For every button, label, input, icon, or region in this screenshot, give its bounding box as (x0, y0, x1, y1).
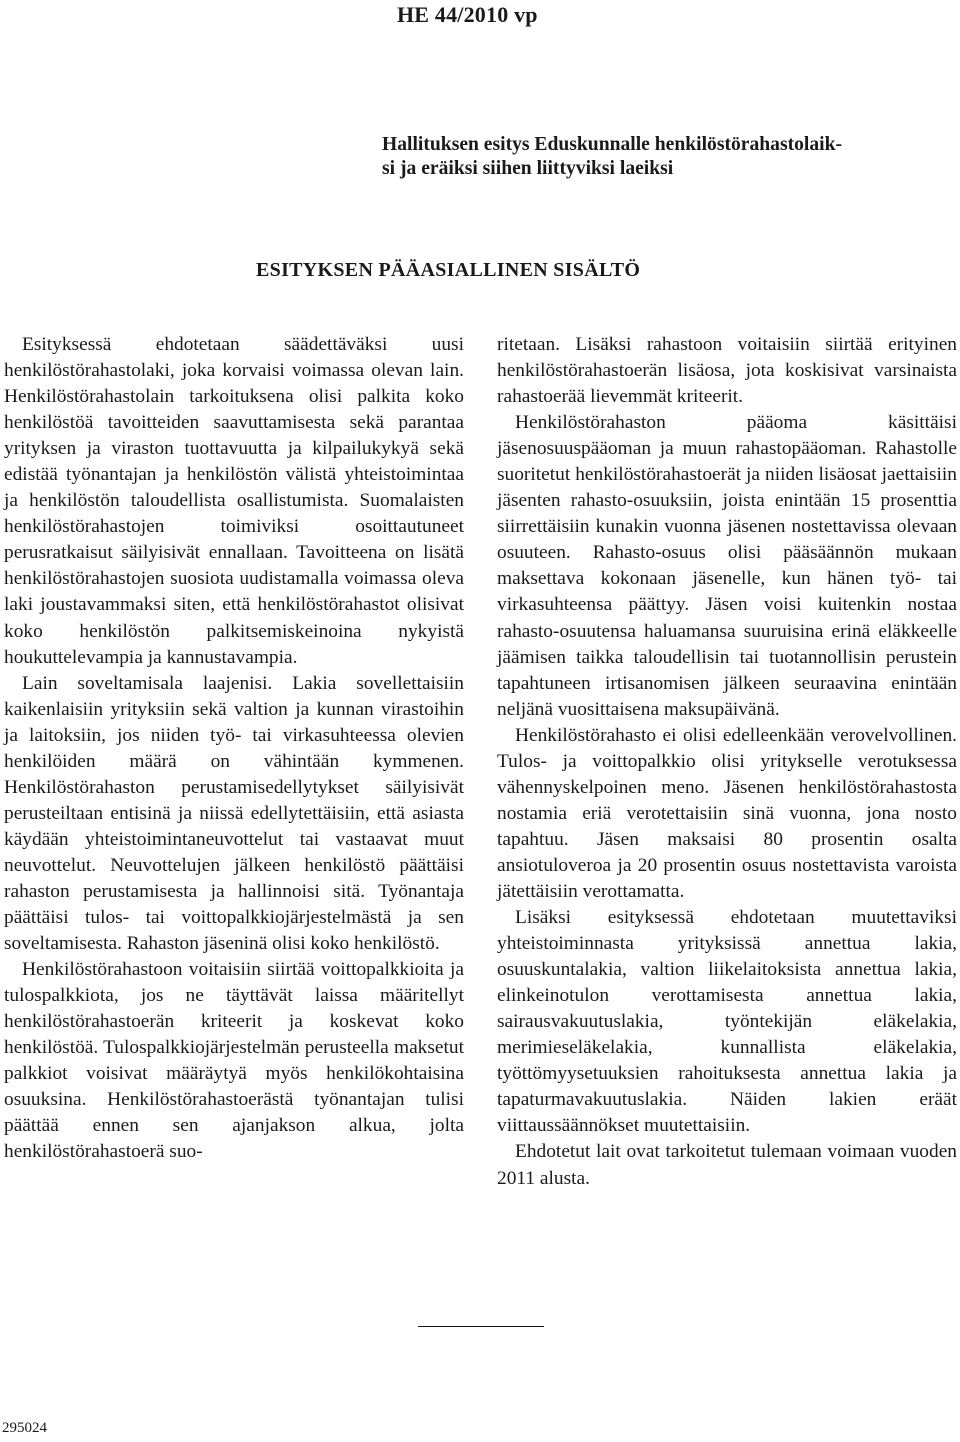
page-identifier: 295024 (2, 1420, 47, 1436)
proposal-title: Hallituksen esitys Eduskunnalle henkilöstörahastolaik- si ja eräiksi siihen liittyviksi laeiksi (382, 134, 843, 179)
right-paragraph-4: Lisäksi esityksessä ehdotetaan muutettaviksi yhteistoiminnasta yrityksissä annettua lakia, osuuskuntalakia, valtion liikelaitoksista annettua lakia, elinkeinotulon verottamisesta annettua lakia, sairausvakuutuslakia, työntekijän eläkelakia, merimieseläkelakia, kunnallista eläkelakia, työttömyysetuuksien rahoituksesta annettua lakia ja tapaturmavakuutuslakia. Näiden lakien eräät viittaussäännökset muutettaisiin. (497, 907, 957, 1137)
right-paragraph-3: Henkilöstörahasto ei olisi edelleenkään verovelvollinen. Tulos- ja voittopalkkio olisi yritykselle verotuksessa vähennyskelpoinen meno. Jäsenen henkilöstörahastosta nostamia eriä verotettaisiin sinä vuonna, jona nosto tapahtuu. Jäsen maksaisi 80 prosentin osalta ansiotuloveroa ja 20 prosentin osuus nostettavista varoista jätettäisiin verottamatta. (497, 724, 957, 902)
left-paragraph-2: Lain soveltamisala laajenisi. Lakia sovellettaisiin kaikenlaisiin yrityksiin sekä valtion ja kunnan virastoihin ja laitoksiin, jos niiden työ- tai virkasuhteessa olevien henkilöiden määrä on vähintään kymmenen. Henkilöstörahaston perustamisedellytykset säilyisivät perusteiltaan entisinä ja niissä edellytettäisiin, että asiasta käydään yhteistoimintaneuvottelut tai vastaavat muut neuvottelut. Neuvottelujen jälkeen henkilöstö päättäisi rahaston perustamisesta ja hallinnoisi sitä. Työnantaja päättäisi tulos- tai voittopalkkiojärjestelmästä ja sen soveltamisesta. Rahaston jäseninä olisi koko henkilöstö. (4, 672, 464, 955)
document-code: HE 44/2010 vp (397, 2, 538, 27)
right-column (497, 332, 957, 1192)
right-paragraph-1: ritetaan. Lisäksi rahastoon voitaisiin siirtää erityinen henkilöstörahastoerän lisäosa, jota koskisivat varsinaista rahastoerää lievemmät kriteerit. (497, 334, 957, 408)
right-paragraph-2: Henkilöstörahaston pääoma käsittäisi jäsenosuuspääoman ja muun rahastopääoman. Rahastolle suoritetut henkilöstörahastoerät ja niiden lisäosat jaettaisiin jäsenten rahasto-osuuksiin, joista enintään 15 prosenttia siirrettäisiin kunakin vuonna jäsenen nostettavissa olevaan osuuteen. Rahasto-osuus olisi pääsäännön mukaan maksettava kokonaan jäsenelle, kun hänen työ- tai virkasuhteensa päättyy. Jäsen voisi kuitenkin nostaa rahasto-osuutensa haluamansa suuruisina erinä eläkkeelle jäämisen taikka taloudellisin tai tuotannollisin perustein tapahtuneen irtisanomisen jälkeen seuraavina enintään neljänä vuosittaisena maksupäivänä. (497, 412, 957, 720)
section-heading: ESITYKSEN PÄÄASIALLINEN SISÄLTÖ (256, 259, 641, 281)
left-paragraph-3: Henkilöstörahastoon voitaisiin siirtää voittopalkkioita ja tulospalkkiota, jos ne täyttävät laissa määritellyt henkilöstörahastoerän kriteerit ja koskevat koko henkilöstöä. Tulospalkkiojärjestelmän perusteella maksetut palkkiot voisivat määräytyä myös henkilökohtaisina osuuksina. Henkilöstörahastoerästä työnantajan tulisi päättää ennen sen ajanjakson alkua, jolta henkilöstörahastoerä suo- (4, 959, 464, 1163)
section-end-rule (418, 1326, 544, 1327)
right-paragraph-5: Ehdotetut lait ovat tarkoitetut tulemaan voimaan vuoden 2011 alusta. (497, 1141, 957, 1189)
left-paragraph-1: Esityksessä ehdotetaan säädettäväksi uusi henkilöstörahastolaki, joka korvaisi voimassa olevan lain. Henkilöstörahastolain tarkoituksena olisi palkita koko henkilöstöä tavoitteiden saavuttamisesta sekä parantaa yrityksen ja viraston tuottavuutta ja kilpailukykyä sekä edistää työnantajan ja henkilöstön välistä yhteistoimintaa ja henkilöstön taloudellista osallistumista. Suomalaisten henkilöstörahastojen toimiviksi osoittautuneet perusratkaisut säilyisivät ennallaan. Tavoitteena on lisätä henkilöstörahastojen suosiota uudistamalla voimassa oleva laki joustavammaksi siten, että henkilöstörahastot olisivat koko henkilöstön palkitsemiskeinoina nykyistä houkuttelevampia ja kannustavampia. (4, 334, 464, 668)
left-column (4, 332, 464, 1166)
